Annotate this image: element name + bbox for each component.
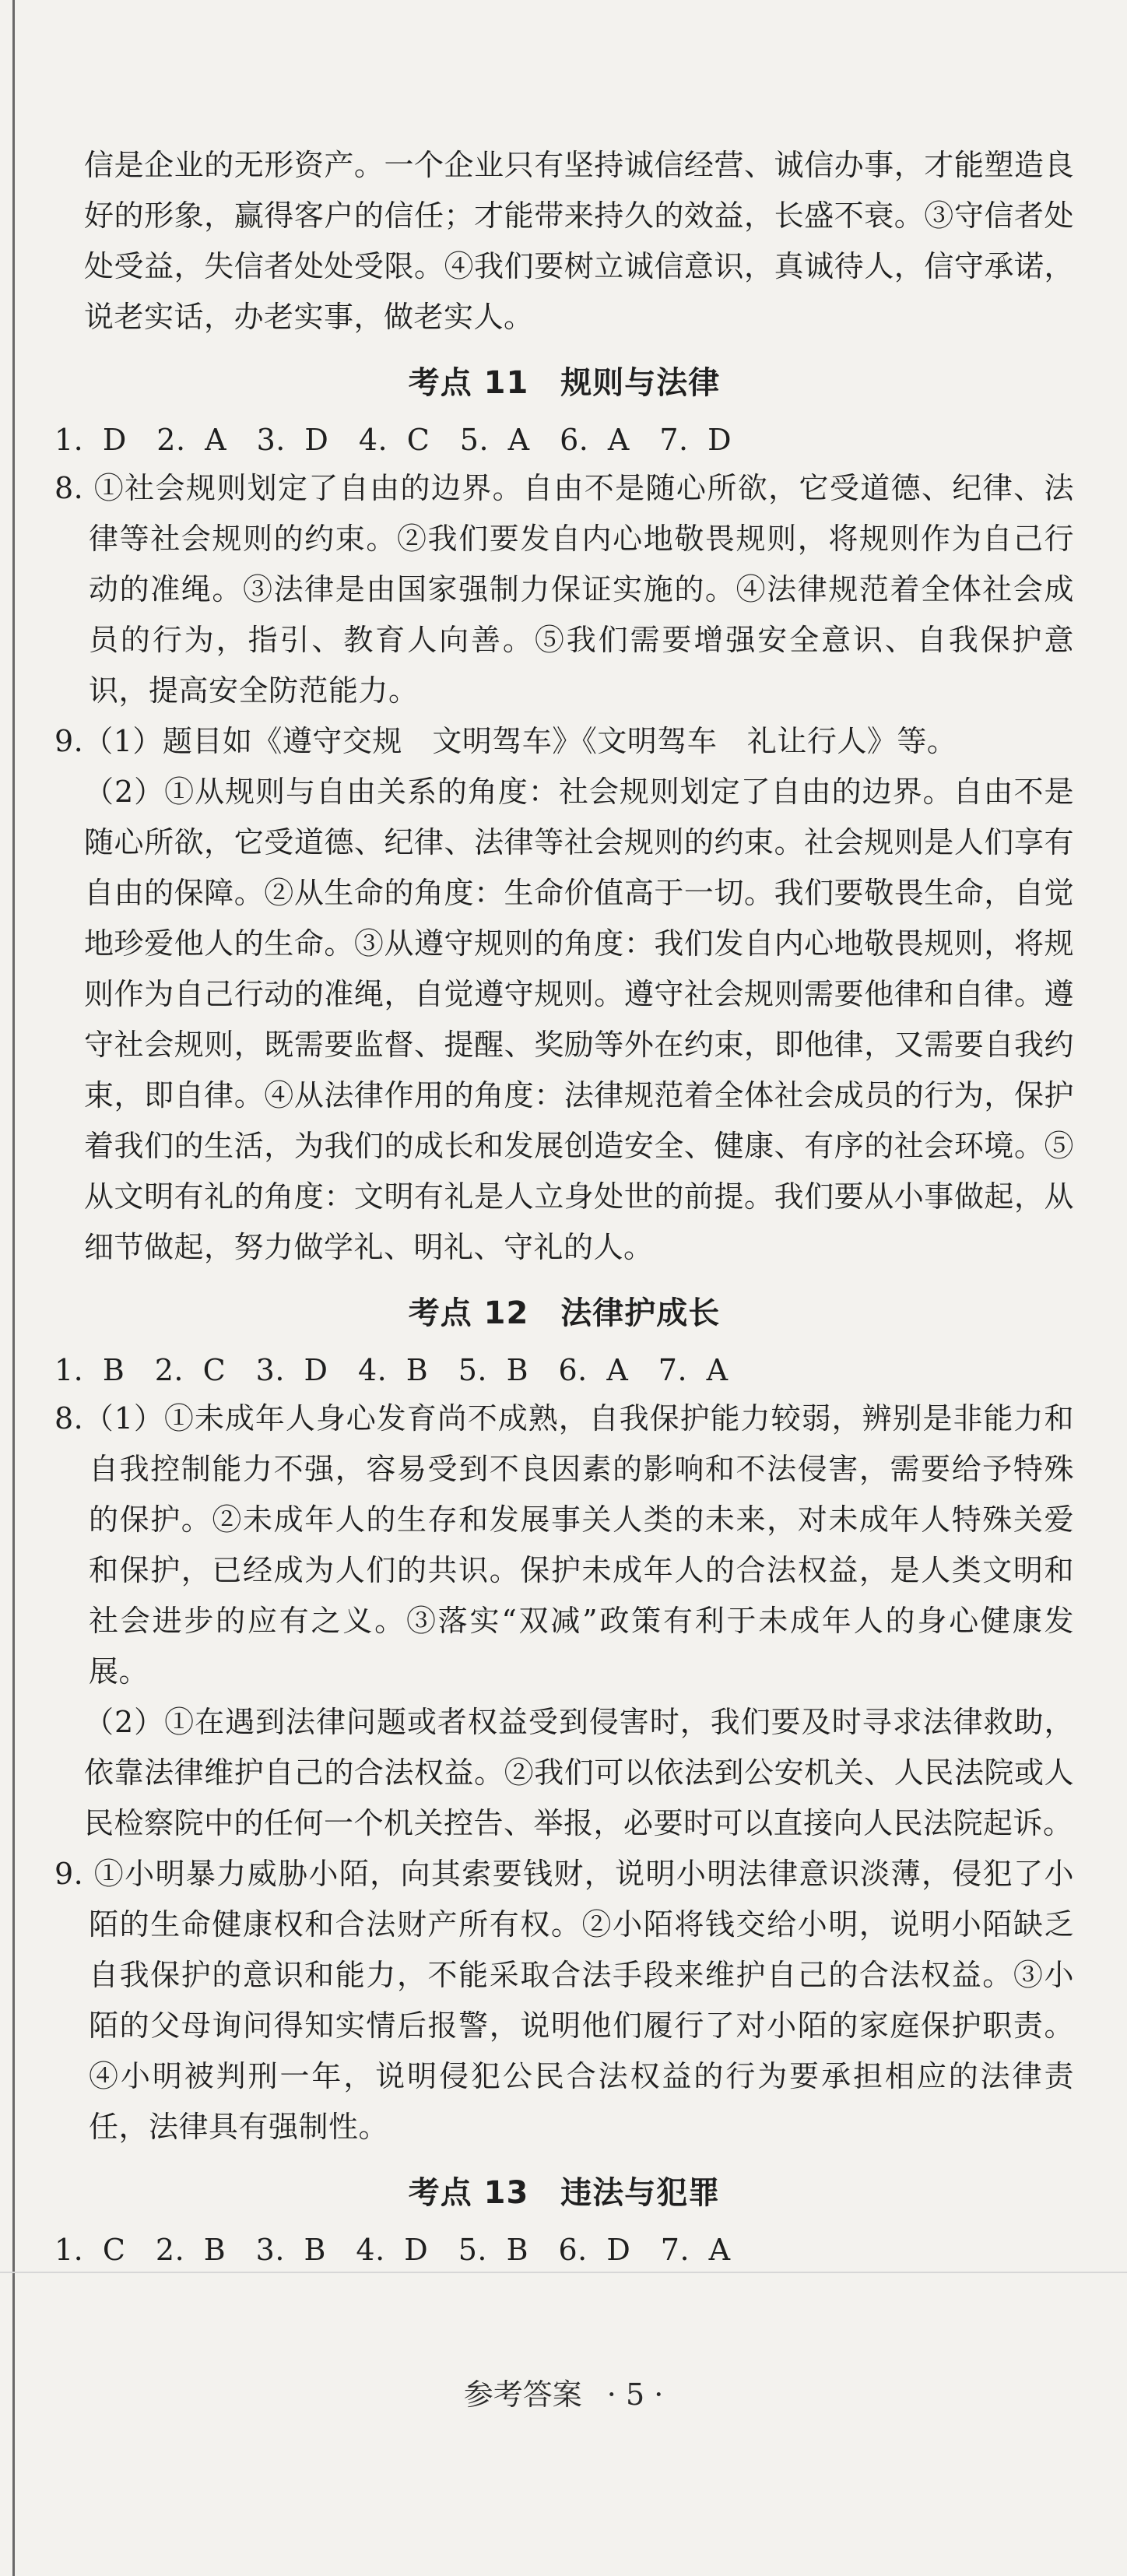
answer-item-11-8: 8. ①社会规则划定了自由的边界。自由不是随心所欲，它受道德、纪律、法律等社会规则的约束。②我们要发自内心地敬畏规则，将规则作为自己行动的准绳。③法律是由国家强制力保证实施的。④法律规范着全体社会成员的行为，指引、教育人向善。⑤我们需要增强安全意识、自我保护意识，提高安全防范能力。	[54, 471, 1074, 708]
answer-item-11-9-1: 9.（1）题目如《遵守交规 文明驾车》《文明驾车 礼让行人》等。	[54, 724, 957, 758]
intro-paragraph: 信是企业的无形资产。一个企业只有坚持诚信经营、诚信办事，才能塑造良好的形象，赢得客户的信任；才能带来持久的效益，长盛不衰。③守信者处处受益，失信者处处受限。④我们要树立诚信意识，真诚待人，信守承诺，说老实话，办老实事，做老实人。	[84, 148, 1074, 334]
choice-answers-13: 1. C 2. B 3. B 4. D 5. B 6. D 7. A	[54, 2233, 731, 2267]
section-title-11: 考点 11 规则与法律	[408, 365, 721, 401]
section-title-13: 考点 13 违法与犯罪	[408, 2175, 721, 2211]
page-content	[54, 140, 1074, 2273]
choice-answers-11: 1. D 2. A 3. D 4. C 5. A 6. A 7. D	[54, 423, 732, 457]
answer-item-12-9: 9. ①小明暴力威胁小陌，向其索要钱财，说明小明法律意识淡薄，侵犯了小陌的生命健康权和合法财产所有权。②小陌将钱交给小明，说明小陌缺乏自我保护的意识和能力，不能采取合法手段来维护自己的合法权益。③小陌的父母询问得知实情后报警，说明他们履行了对小陌的家庭保护职责。④小明被判刑一年，说明侵犯公民合法权益的行为要承担相应的法律责任，法律具有强制性。	[54, 1857, 1074, 2144]
answer-item-12-8-2: （2）①在遇到法律问题或者权益受到侵害时，我们要及时寻求法律救助，依靠法律维护自己的合法权益。②我们可以依法到公安机关、人民法院或人民检察院中的任何一个机关控告、举报，必要时可以直接向人民法院起诉。	[84, 1705, 1074, 1840]
answer-item-11-9-2: （2）①从规则与自由关系的角度：社会规则划定了自由的边界。自由不是随心所欲，它受道德、纪律、法律等社会规则的约束。社会规则是人们享有自由的保障。②从生命的角度：生命价值高于一切。我们要敬畏生命，自觉地珍爱他人的生命。③从遵守规则的角度：我们发自内心地敬畏规则，将规则作为自己行动的准绳，自觉遵守规则。遵守社会规则需要他律和自律。遵守社会规则，既需要监督、提醒、奖励等外在约束，即他律，又需要自我约束，即自律。④从法律作用的角度：法律规范着全体社会成员的行为，保护着我们的生活，为我们的成长和发展创造安全、健康、有序的社会环境。⑤从文明有礼的角度：文明有礼是人立身处世的前提。我们要从小事做起，从细节做起，努力做学礼、明礼、守礼的人。	[84, 775, 1074, 1264]
answer-item-12-8-1: 8.（1）①未成年人身心发育尚不成熟，自我保护能力较弱，辨别是非能力和自我控制能力不强，容易受到不良因素的影响和不法侵害，需要给予特殊的保护。②未成年人的生存和发展事关人类的未来，对未成年人特殊关爱和保护，已经成为人们的共识。保护未成年人的合法权益，是人类文明和社会进步的应有之义。③落实“双减”政策有利于未成年人的身心健康发展。	[54, 1401, 1074, 1689]
section-title-12: 考点 12 法律护成长	[408, 1295, 721, 1331]
choice-answers-12: 1. B 2. C 3. D 4. B 5. B 6. A 7. A	[54, 1353, 729, 1387]
footer-label: 参考答案	[463, 2377, 582, 2412]
page-footer	[0, 2370, 1127, 2413]
binding-margin-line	[12, 0, 15, 2576]
page-number: · 5 ·	[606, 2377, 664, 2412]
